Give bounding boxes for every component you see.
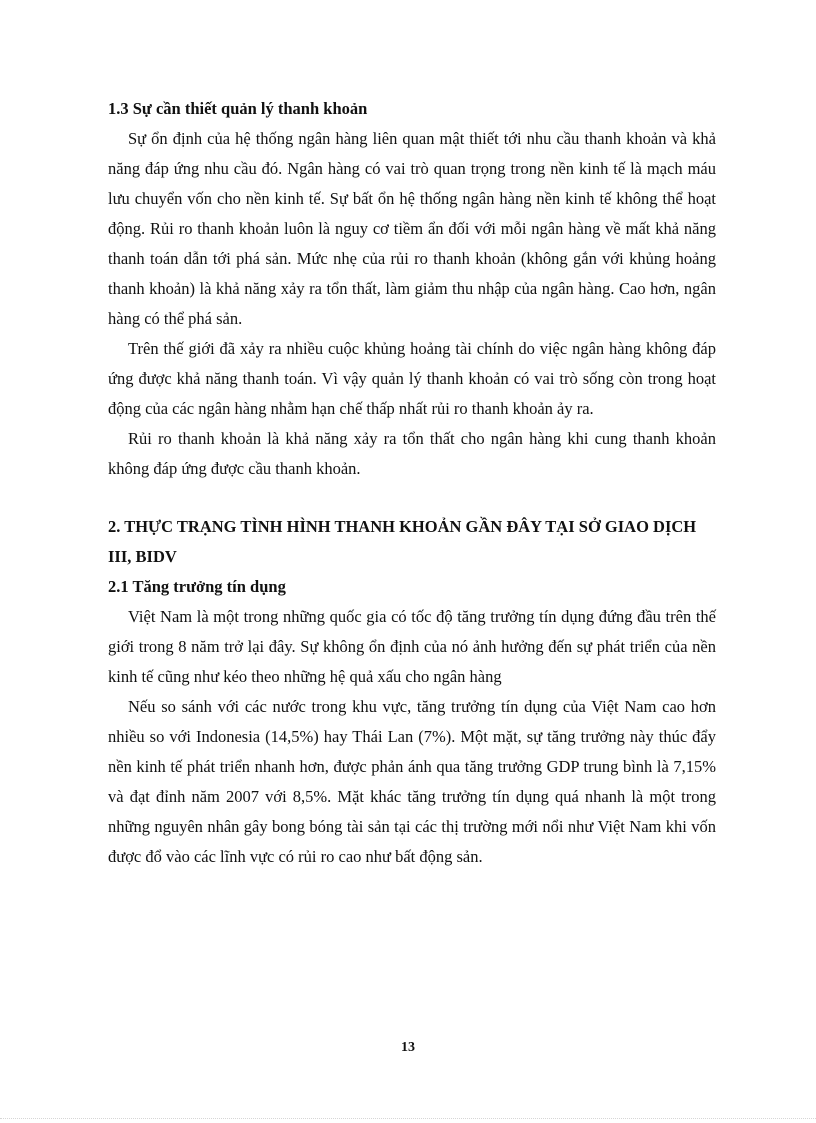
page-number: 13 (401, 1040, 415, 1055)
section-2-1-paragraph-1: Việt Nam là một trong những quốc gia có tốc độ tăng trưởng tín dụng đứng đầu trên thế giới trong 8 năm trở lại đây. Sự không ổn định của nó ảnh hưởng đến sự phát triển của nền kinh tế cũng như kéo theo những hệ quả xấu cho ngân hàng (108, 607, 716, 686)
section-1-3-paragraph-2: Trên thế giới đã xảy ra nhiều cuộc khủng hoảng tài chính do việc ngân hàng không đáp ứng được khả năng thanh toán. Vì vậy quản lý thanh khoản có vai trò sống còn trong hoạt động của các ngân hàng nhằm hạn chế thấp nhất rủi ro thanh khoản ảy ra. (108, 339, 716, 418)
section-2-heading: 2. THỰC TRẠNG TÌNH HÌNH THANH KHOẢN GẦN ĐÂY TẠI SỞ GIAO DỊCH III, BIDV (108, 517, 697, 566)
section-2-1-paragraph-2: Nếu so sánh với các nước trong khu vực, tăng trưởng tín dụng của Việt Nam cao hơn nhiều so với Indonesia (14,5%) hay Thái Lan (7%). Một mặt, sự tăng trưởng này thúc đẩy nền kinh tế phát triển nhanh hơn, được phản ánh qua tăng trưởng GDP trung bình là 7,15% và đạt đỉnh năm 2007 với 8,5%. Mặt khác tăng trưởng tín dụng quá nhanh là một trong những nguyên nhân gây bong bóng tài sản tại các thị trường mới nổi như Việt Nam khi vốn được đổ vào các lĩnh vực có rủi ro cao như bất động sản. (108, 697, 716, 866)
section-1-3-heading: 1.3 Sự cần thiết quản lý thanh khoản (108, 99, 368, 118)
section-1-3-paragraph-1: Sự ổn định của hệ thống ngân hàng liên quan mật thiết tới nhu cầu thanh khoản và khả năng đáp ứng nhu cầu đó. Ngân hàng có vai trò quan trọng trong nền kinh tế là mạch máu lưu chuyển vốn cho nền kinh tế. Sự bất ổn hệ thống ngân hàng nền kinh tế không thể hoạt động. Rủi ro thanh khoản luôn là nguy cơ tiềm ẩn đối với mỗi ngân hàng về mất khả năng thanh toán dẫn tới phá sản. Mức nhẹ của rủi ro thanh khoản (không gắn với khủng hoảng thanh khoản) là khả năng xảy ra tổn thất, làm giảm thu nhập của ngân hàng. Cao hơn, ngân hàng có thể phá sản. (108, 129, 716, 328)
page-content (108, 94, 716, 872)
section-1-3-paragraph-3: Rủi ro thanh khoản là khả năng xảy ra tổn thất cho ngân hàng khi cung thanh khoản không đáp ứng được cầu thanh khoản. (108, 429, 716, 478)
section-2-1-heading: 2.1 Tăng trưởng tín dụng (108, 577, 286, 596)
page-bottom-divider (0, 1118, 816, 1119)
